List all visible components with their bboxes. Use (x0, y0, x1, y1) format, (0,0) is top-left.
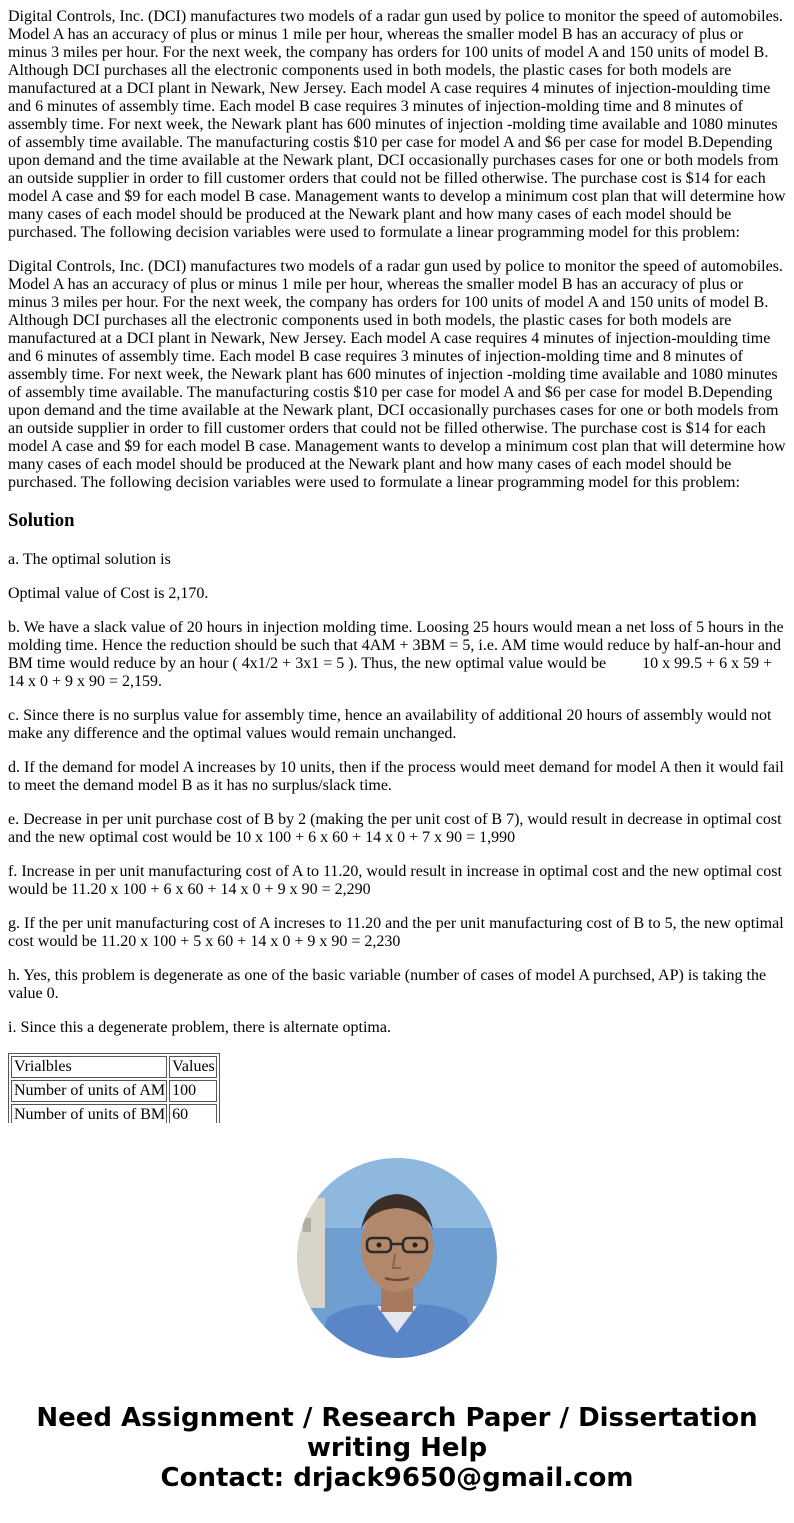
solution-f: f. Increase in per unit manufacturing cost of A to 11.20, would result in increase in optimal cost and the new optimal cost would be 11.20 x 100 + 6 x 60 + 14 x 0 + 9 x 90 = 2,290 (8, 863, 782, 898)
variables-table (8, 1053, 220, 1123)
promo-line-2: writing Help (306, 1433, 488, 1463)
optimal-value: Optimal value of Cost is 2,170. (8, 585, 209, 602)
avatar (297, 1158, 497, 1358)
table-cell: 100 (169, 1080, 217, 1102)
solution-e: e. Decrease in per unit purchase cost of B by 2 (making the per unit cost of B 7), would result in decrease in optimal cost and the new optimal cost would be 10 x 100 + 6 x 60 + 14 x 0 + 7 x 90 = 1,990 (8, 811, 782, 846)
avatar-portrait-icon (297, 1158, 497, 1358)
table-row (11, 1080, 217, 1102)
table-cell: Number of units of BM (11, 1104, 167, 1123)
solution-b-formula: 10 x 99.5 + 6 x 59 + 14 x 0 + 9 x 90 = 2,159. (8, 655, 773, 690)
solution-heading: Solution (8, 510, 75, 531)
table-header-cell: Vrialbles (11, 1056, 167, 1078)
problem-paragraph-2: Digital Controls, Inc. (DCI) manufactures two models of a radar gun used by police to monitor the speed of automobiles. Model A has an accuracy of plus or minus 1 mile per hour, whereas the smaller model B has an accuracy of plus or minus 3 miles per hour. For the next week, the company has orders for 100 units of model A and 150 units of model B. Although DCI purchases all the electronic components used in both models, the plastic cases for both models are manufactured at a DCI plant in Newark, New Jersey. Each model A case requires 4 minutes of injection-moulding time and 6 minutes of assembly time. Each model B case requires 3 minutes of injection-molding time and 8 minutes of assembly time. For next week, the Newark plant has 600 minutes of injection -molding time available and 1080 minutes of assembly time available. The manufacturing costis $10 per case for model A and $6 per case for model B.Depending upon demand and the time available at the Newark plant, DCI occasionally purchases cases for one or both models from an outside supplier in order to fill customer orders that could not be filled otherwise. The purchase cost is $14 for each model A case and $9 for each model B case. Management wants to develop a minimum cost plan that will determine how many cases of each model should be produced at the Newark plant and how many cases of each model should be purchased. The following decision variables were used to formulate a linear programming model for this problem: (8, 258, 786, 491)
solution-h: h. Yes, this problem is degenerate as one of the basic variable (number of cases of model A purchsed, AP) is taking the value 0. (8, 967, 767, 1002)
table-cell: Number of units of AM (11, 1080, 167, 1102)
solution-d: d. If the demand for model A increases by 10 units, then if the process would meet demand for model A then it would fail to meet the demand model B as it has no surplus/slack time. (8, 759, 784, 794)
promo-line-1: Need Assignment / Research Paper / Dissertation (36, 1403, 758, 1433)
solution-b-text: b. We have a slack value of 20 hours in injection molding time. Loosing 25 hours would mean a net loss of 5 hours in the molding time. Hence the reduction should be such that 4AM + 3BM = 5, i.e. AM time would reduce by half-an-hour and BM time would reduce by an hour ( 4x1/2 + 3x1 = 5 ). Thus, the new optimal value would be (8, 619, 784, 672)
promo-contact: Contact: drjack9650@gmail.com (160, 1463, 634, 1493)
solution-c: c. Since there is no surplus value for assembly time, hence an availability of additional 20 hours of assembly would not make any difference and the optimal values would remain unchanged. (8, 707, 772, 742)
promo-banner (0, 1403, 794, 1493)
table-header-cell: Values (169, 1056, 217, 1078)
table-header-row (11, 1056, 217, 1078)
variables-table-clip (8, 1053, 220, 1123)
avatar-wrap (8, 1158, 786, 1358)
solution-i: i. Since this a degenerate problem, there is alternate optima. (8, 1019, 391, 1036)
problem-paragraph-1: Digital Controls, Inc. (DCI) manufactures two models of a radar gun used by police to monitor the speed of automobiles. Model A has an accuracy of plus or minus 1 mile per hour, whereas the smaller model B has an accuracy of plus or minus 3 miles per hour. For the next week, the company has orders for 100 units of model A and 150 units of model B. Although DCI purchases all the electronic components used in both models, the plastic cases for both models are manufactured at a DCI plant in Newark, New Jersey. Each model A case requires 4 minutes of injection-moulding time and 6 minutes of assembly time. Each model B case requires 3 minutes of injection-molding time and 8 minutes of assembly time. For next week, the Newark plant has 600 minutes of injection -molding time available and 1080 minutes of assembly time available. The manufacturing costis $10 per case for model A and $6 per case for model B.Depending upon demand and the time available at the Newark plant, DCI occasionally purchases cases for one or both models from an outside supplier in order to fill customer orders that could not be filled otherwise. The purchase cost is $14 for each model A case and $9 for each model B case. Management wants to develop a minimum cost plan that will determine how many cases of each model should be produced at the Newark plant and how many cases of each model should be purchased. The following decision variables were used to formulate a linear programming model for this problem: (8, 8, 786, 241)
solution-b (8, 619, 786, 691)
solution-g: g. If the per unit manufacturing cost of A increses to 11.20 and the per unit manufacturing cost of B to 5, the new optimal cost would be 11.20 x 100 + 5 x 60 + 14 x 0 + 9 x 90 = 2,230 (8, 915, 784, 950)
table-cell: 60 (169, 1104, 217, 1123)
solution-a: a. The optimal solution is (8, 551, 171, 568)
table-row (11, 1104, 217, 1123)
